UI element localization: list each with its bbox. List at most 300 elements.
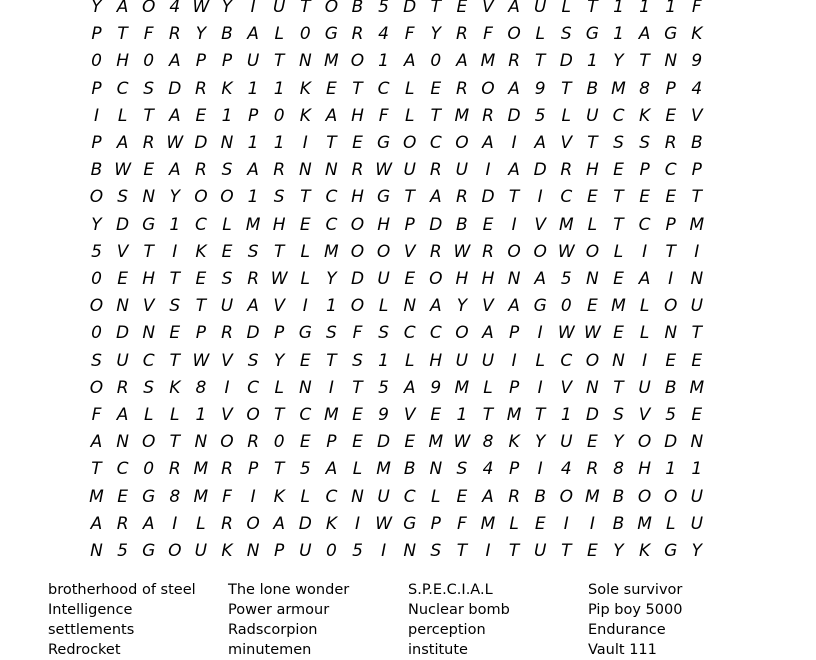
grid-letter: I	[642, 350, 648, 371]
grid-letter: P	[221, 51, 233, 72]
grid-letter: 1	[273, 133, 285, 153]
grid-letter: M	[454, 377, 470, 398]
grid-letter: C	[116, 78, 129, 99]
grid-letter: H	[585, 160, 599, 181]
grid-letter: N	[325, 160, 338, 181]
grid-letter: L	[431, 486, 441, 507]
grid-letter: C	[325, 187, 338, 208]
grid-letter: A	[273, 513, 285, 534]
grid-letter: W	[114, 160, 131, 181]
grid-letter: B	[690, 133, 703, 153]
grid-letter: R	[221, 513, 233, 534]
grid-letter: L	[587, 214, 598, 235]
grid-letter: O	[324, 0, 339, 17]
grid-letter: 9	[534, 78, 546, 99]
grid-letter: 5	[378, 0, 389, 17]
grid-letter: P	[665, 78, 676, 99]
grid-letter: A	[429, 187, 442, 208]
grid-letter: 1	[665, 459, 677, 480]
grid-letter: T	[273, 51, 285, 72]
grid-letter: E	[117, 269, 128, 289]
grid-letter: C	[664, 160, 677, 181]
grid-letter: I	[172, 241, 178, 262]
grid-letter: 8	[195, 377, 207, 398]
grid-letter: 0	[430, 51, 442, 72]
grid-letter: R	[560, 160, 573, 181]
grid-letter: E	[482, 214, 494, 235]
grid-letter: L	[222, 214, 232, 235]
grid-letter: R	[221, 459, 233, 480]
grid-letter: K	[639, 541, 651, 561]
grid-letter: T	[169, 432, 180, 453]
grid-letter: 1	[665, 0, 677, 17]
grid-letter: T	[430, 105, 441, 126]
grid-letter: M	[428, 432, 444, 453]
grid-letter: C	[377, 78, 390, 99]
grid-letter: F	[352, 323, 363, 344]
grid-letter: O	[429, 269, 443, 289]
grid-letter: 1	[560, 405, 572, 425]
grid-letter: A	[534, 269, 546, 289]
grid-letter: P	[404, 214, 415, 235]
grid-letter: A	[247, 160, 259, 181]
grid-letter: O	[89, 296, 104, 317]
grid-letter: C	[638, 214, 651, 235]
grid-letter: A	[638, 269, 651, 289]
grid-letter: U	[272, 0, 286, 17]
grid-letter: R	[194, 78, 207, 99]
grid-letter: Y	[613, 432, 624, 453]
grid-letter: O	[220, 432, 234, 453]
grid-letter: H	[455, 269, 469, 289]
grid-letter: L	[483, 377, 493, 398]
grid-letter: 0	[91, 323, 102, 344]
grid-letter: Y	[221, 0, 233, 17]
grid-letter: D	[507, 105, 521, 126]
grid-letter: 1	[613, 24, 624, 45]
grid-letter: K	[221, 541, 233, 561]
grid-letter: L	[404, 105, 415, 126]
grid-letter: I	[381, 541, 387, 561]
grid-letter: C	[429, 323, 442, 344]
grid-letter: W	[557, 241, 575, 262]
grid-letter: F	[691, 0, 702, 17]
grid-letter: R	[194, 160, 207, 181]
grid-letter: T	[326, 133, 337, 153]
grid-letter: D	[116, 323, 130, 344]
grid-letter: O	[141, 0, 156, 17]
grid-letter: T	[508, 187, 520, 208]
word-list	[0, 580, 816, 660]
grid-letter: G	[664, 541, 678, 561]
grid-letter: U	[246, 51, 260, 72]
grid-letter: S	[613, 133, 624, 153]
grid-letter: 1	[456, 405, 468, 425]
grid-letter: R	[247, 432, 259, 453]
grid-letter: S	[456, 459, 468, 480]
grid-letter: E	[587, 296, 598, 317]
grid-letter: F	[91, 405, 102, 425]
grid-letter: D	[403, 0, 417, 17]
grid-letter: T	[665, 241, 676, 262]
grid-letter: N	[403, 541, 417, 561]
grid-letter: I	[485, 160, 491, 181]
grid-letter: T	[613, 214, 624, 235]
grid-letter: L	[196, 513, 206, 534]
grid-letter: K	[691, 24, 703, 45]
grid-letter: V	[482, 0, 494, 17]
grid-letter: Y	[430, 24, 441, 45]
grid-letter: I	[537, 187, 543, 208]
word-list-item: Radscorpion	[228, 622, 318, 638]
grid-letter: S	[221, 160, 233, 181]
grid-letter: 0	[273, 432, 285, 453]
grid-letter: R	[351, 24, 364, 45]
grid-letter: N	[664, 51, 678, 72]
grid-letter: R	[429, 160, 442, 181]
word-list-item: The lone wonder	[228, 582, 350, 598]
grid-letter: A	[508, 160, 520, 181]
grid-letter: B	[586, 78, 599, 99]
grid-letter: M	[689, 214, 705, 235]
grid-letter: E	[587, 541, 598, 561]
grid-letter: U	[533, 0, 547, 17]
grid-letter: 4	[169, 0, 181, 17]
grid-letter: O	[481, 78, 495, 99]
grid-letter: O	[585, 350, 600, 371]
grid-letter: R	[482, 241, 494, 262]
grid-letter: R	[168, 459, 181, 480]
grid-letter: S	[613, 405, 624, 425]
grid-letter: T	[430, 0, 441, 17]
grid-letter: A	[247, 24, 259, 45]
grid-letter: S	[352, 350, 363, 371]
grid-letter: C	[325, 486, 338, 507]
grid-letter: T	[169, 350, 180, 371]
grid-letter: 8	[639, 78, 650, 99]
grid-letter: E	[456, 0, 468, 17]
grid-letter: K	[195, 241, 207, 262]
grid-letter: E	[587, 432, 598, 453]
grid-letter: N	[351, 486, 364, 507]
grid-letter: M	[376, 459, 391, 480]
grid-letter: 1	[195, 405, 207, 425]
grid-letter: E	[587, 187, 598, 208]
word-list-item: Power armour	[228, 602, 330, 618]
grid-letter: O	[455, 133, 469, 153]
grid-letter: M	[454, 105, 470, 126]
grid-letter: L	[404, 78, 415, 99]
grid-letter: 5	[352, 541, 363, 561]
grid-letter: L	[639, 323, 650, 344]
grid-letter: A	[508, 296, 520, 317]
grid-letter: A	[429, 296, 442, 317]
grid-letter: E	[665, 350, 677, 371]
word-list-item: perception	[408, 622, 486, 638]
grid-letter: O	[533, 241, 547, 262]
grid-letter: M	[193, 459, 209, 480]
grid-letter: D	[168, 78, 182, 99]
grid-letter: 5	[665, 405, 677, 425]
grid-letter: A	[482, 323, 494, 344]
grid-letter: C	[612, 105, 625, 126]
grid-letter: E	[404, 432, 416, 453]
grid-letter: A	[116, 405, 129, 425]
grid-letter: E	[613, 160, 624, 181]
grid-letter: R	[116, 513, 129, 534]
grid-letter: E	[195, 105, 207, 126]
grid-letter: E	[299, 214, 311, 235]
grid-letter: K	[221, 78, 233, 99]
grid-letter: V	[560, 133, 573, 153]
grid-letter: I	[563, 513, 569, 534]
grid-letter: A	[638, 24, 651, 45]
grid-letter: H	[638, 459, 651, 480]
grid-letter: F	[222, 486, 232, 507]
grid-letter: Y	[91, 214, 102, 235]
grid-letter: 4	[691, 78, 703, 99]
grid-letter: T	[639, 51, 650, 72]
grid-letter: V	[638, 405, 651, 425]
grid-letter: F	[483, 24, 493, 45]
grid-letter: A	[508, 78, 520, 99]
grid-letter: B	[351, 0, 364, 17]
grid-letter: E	[404, 269, 416, 289]
grid-letter: Y	[534, 432, 546, 453]
grid-letter: N	[298, 160, 312, 181]
grid-letter: E	[117, 486, 128, 507]
grid-letter: B	[612, 513, 625, 534]
grid-letter: Y	[273, 350, 285, 371]
grid-letter: U	[638, 377, 651, 398]
grid-letter: 1	[247, 133, 259, 153]
grid-letter: I	[537, 459, 543, 480]
grid-letter: G	[377, 187, 391, 208]
grid-letter: H	[377, 214, 390, 235]
grid-letter: 4	[378, 24, 389, 45]
grid-letter: U	[533, 541, 547, 561]
grid-letter: M	[89, 486, 104, 507]
grid-letter: T	[534, 405, 546, 425]
grid-letter: R	[429, 241, 442, 262]
grid-letter: V	[403, 241, 416, 262]
grid-letter: P	[274, 541, 285, 561]
grid-letter: N	[586, 377, 599, 398]
grid-letter: U	[220, 296, 234, 317]
grid-letter: R	[664, 133, 677, 153]
grid-letter: E	[195, 269, 207, 289]
grid-letter: R	[116, 377, 129, 398]
grid-letter: E	[430, 405, 442, 425]
grid-letter: G	[142, 541, 156, 561]
grid-letter: D	[481, 187, 495, 208]
grid-letter: M	[506, 405, 522, 425]
grid-letter: 8	[482, 432, 494, 453]
grid-letter: D	[116, 214, 130, 235]
grid-letter: T	[352, 377, 363, 398]
grid-letter: K	[325, 513, 337, 534]
grid-letter: D	[350, 269, 365, 289]
grid-letter: P	[326, 432, 337, 453]
grid-letter: W	[453, 432, 471, 453]
grid-letter: E	[326, 78, 337, 99]
grid-letter: M	[611, 78, 626, 99]
grid-letter: F	[457, 513, 467, 534]
grid-letter: D	[664, 432, 678, 453]
grid-letter: P	[91, 78, 102, 99]
grid-letter: T	[587, 133, 598, 153]
grid-letter: R	[455, 78, 468, 99]
grid-letter: L	[561, 0, 572, 17]
grid-letter: O	[350, 214, 365, 235]
grid-letter: T	[482, 405, 494, 425]
grid-letter: P	[508, 377, 520, 398]
grid-letter: M	[324, 241, 339, 262]
grid-letter: 1	[169, 214, 181, 235]
grid-letter: W	[270, 269, 288, 289]
grid-letter: H	[429, 350, 443, 371]
word-list-item: minutemen	[228, 642, 312, 658]
grid-letter: N	[142, 323, 156, 344]
grid-letter: K	[273, 486, 285, 507]
grid-letter: E	[352, 405, 363, 425]
grid-letter: A	[116, 133, 129, 153]
grid-letter: L	[274, 377, 284, 398]
grid-letter: 5	[378, 377, 389, 398]
grid-letter: N	[403, 296, 417, 317]
word-list-item: Nuclear bomb	[408, 602, 510, 618]
grid-letter: K	[299, 105, 311, 126]
grid-letter: U	[560, 432, 573, 453]
grid-letter: I	[511, 214, 517, 235]
grid-letter: A	[90, 513, 103, 534]
grid-letter: O	[402, 133, 417, 153]
grid-letter: 9	[430, 377, 442, 398]
grid-letter: C	[403, 323, 416, 344]
grid-letter: I	[485, 541, 491, 561]
grid-letter: S	[639, 133, 650, 153]
grid-letter: O	[220, 187, 234, 208]
grid-letter: W	[375, 160, 392, 181]
word-list-item: Pip boy 5000	[588, 602, 683, 618]
grid-letter: O	[141, 432, 156, 453]
grid-letter: I	[93, 105, 99, 126]
grid-letter: H	[142, 269, 156, 289]
word-list-item: Vault 111	[588, 642, 657, 658]
word-list-item: Redrocket	[48, 642, 121, 658]
word-list-item: Sole survivor	[588, 582, 683, 598]
grid-letter: T	[300, 187, 311, 208]
grid-letter: U	[690, 486, 704, 507]
grid-letter: C	[429, 133, 442, 153]
grid-letter: V	[403, 405, 416, 425]
grid-letter: P	[508, 323, 520, 344]
grid-letter: D	[194, 133, 208, 153]
grid-letter: V	[221, 350, 233, 371]
grid-letter: V	[142, 296, 155, 317]
grid-letter: A	[168, 160, 181, 181]
grid-letter: T	[352, 78, 363, 99]
grid-letter: L	[535, 350, 545, 371]
grid-letter: T	[691, 323, 702, 344]
grid-letter: S	[247, 350, 259, 371]
grid-letter: A	[403, 377, 416, 398]
grid-letter: Y	[613, 51, 624, 72]
grid-letter: L	[639, 296, 650, 317]
grid-letter: P	[91, 133, 102, 153]
grid-letter: M	[558, 214, 574, 235]
grid-letter: U	[455, 350, 469, 371]
grid-letter: E	[639, 187, 650, 208]
grid-letter: U	[116, 350, 129, 371]
grid-letter: 1	[325, 296, 337, 317]
grid-letter: B	[403, 459, 416, 480]
grid-letter: S	[378, 323, 389, 344]
grid-letter: B	[612, 486, 625, 507]
grid-letter: T	[613, 187, 624, 208]
grid-letter: G	[664, 24, 678, 45]
grid-letter: O	[246, 405, 260, 425]
grid-letter: D	[298, 513, 312, 534]
grid-letter: T	[534, 51, 546, 72]
grid-letter: U	[377, 269, 390, 289]
grid-letter: T	[273, 241, 285, 262]
grid-letter: N	[220, 133, 234, 153]
grid-letter: 1	[613, 0, 624, 17]
word-list-item: settlements	[48, 622, 135, 638]
grid-letter: T	[273, 405, 285, 425]
grid-letter: E	[169, 323, 181, 344]
grid-letter: U	[299, 541, 312, 561]
grid-letter: T	[143, 241, 154, 262]
grid-letter: C	[403, 486, 416, 507]
grid-letter: U	[194, 541, 208, 561]
grid-letter: N	[690, 432, 704, 453]
grid-letter: N	[116, 296, 129, 317]
grid-letter: L	[300, 269, 311, 289]
grid-letter: R	[482, 105, 494, 126]
grid-letter: 5	[299, 459, 311, 480]
grid-letter: 5	[91, 241, 102, 262]
grid-letter: U	[455, 160, 469, 181]
grid-letter: L	[117, 105, 128, 126]
grid-letter: H	[481, 269, 495, 289]
grid-letter: T	[456, 541, 468, 561]
grid-letter: 5	[117, 541, 128, 561]
grid-letter: V	[221, 405, 233, 425]
grid-letter: D	[533, 160, 547, 181]
grid-letter: T	[587, 0, 598, 17]
grid-letter: P	[691, 160, 702, 181]
grid-letter: O	[455, 323, 469, 344]
grid-letter: F	[404, 24, 415, 45]
grid-letter: G	[324, 24, 338, 45]
grid-letter: D	[377, 432, 391, 453]
grid-letter: K	[299, 78, 311, 99]
grid-letter: R	[142, 133, 155, 153]
grid-letter: M	[637, 513, 652, 534]
grid-letter: M	[193, 486, 209, 507]
grid-letter: A	[508, 0, 520, 17]
grid-letter: L	[561, 105, 572, 126]
grid-letter: C	[299, 405, 312, 425]
grid-letter: 1	[378, 51, 389, 72]
grid-letter: K	[169, 377, 181, 398]
grid-letter: 5	[560, 269, 572, 289]
grid-letter: G	[533, 296, 547, 317]
grid-letter: H	[351, 187, 364, 208]
grid-letter: U	[481, 350, 495, 371]
